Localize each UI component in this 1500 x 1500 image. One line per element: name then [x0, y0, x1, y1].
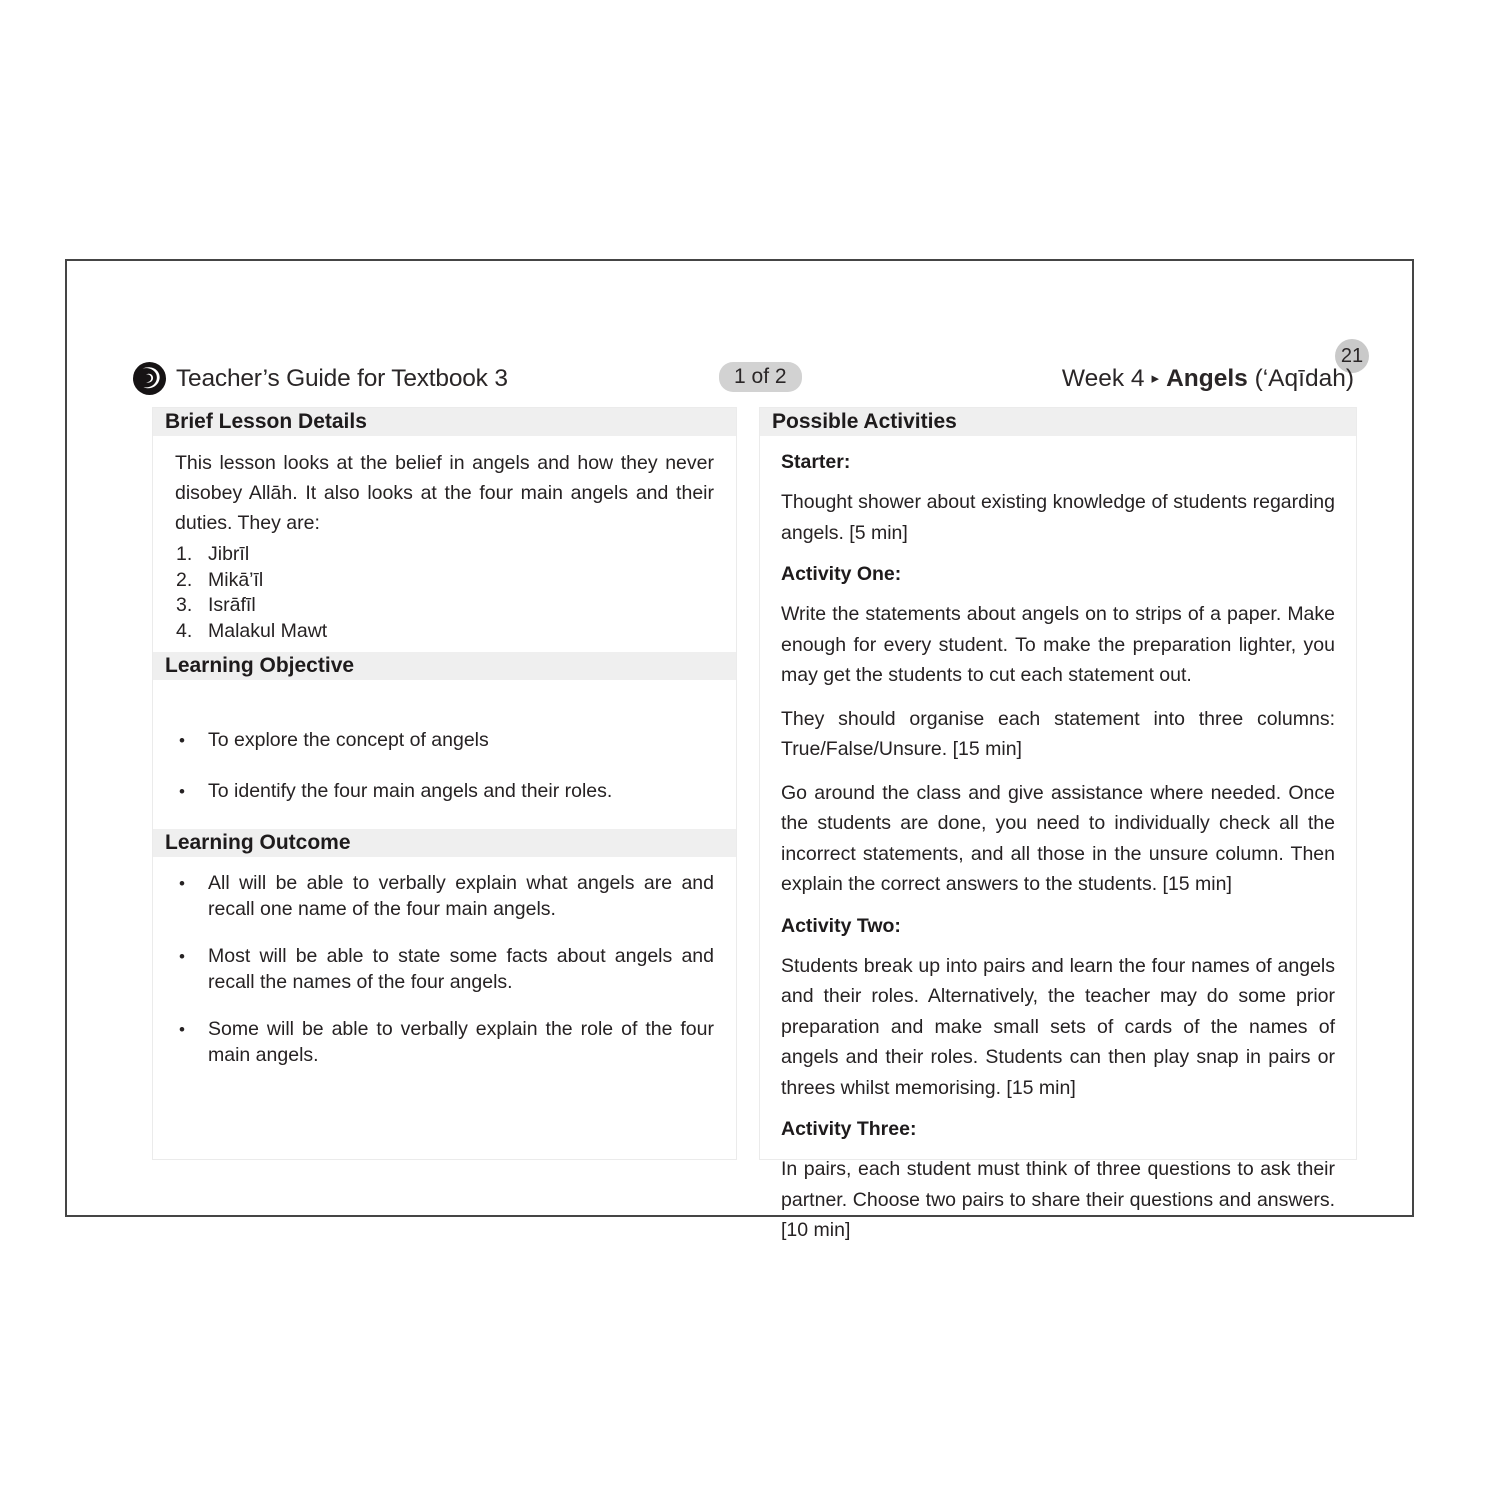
section-heading-learning-objective: Learning Objective — [153, 652, 736, 680]
activity-paragraph: They should organise each statement into three columns: True/False/Unsure. [15 min] — [781, 707, 1335, 760]
page-number-badge: 21 — [1335, 339, 1369, 373]
list-item: • All will be able to verbally explain what angels are and recall one name of the four main angels. — [175, 870, 714, 922]
list-item: Jibrīl — [208, 543, 250, 565]
activity-label-one: Activity One: — [781, 563, 902, 585]
activity-paragraph: In pairs, each student must think of three questions to ask their partner. Choose two pairs to share their questions and answers. [10 min] — [781, 1158, 1335, 1241]
week-label: Week 4 — [1061, 365, 1145, 392]
list-item: • To identify the four main angels and their roles. — [175, 778, 714, 804]
possible-activities-column — [759, 407, 1357, 1241]
list-item: Isrāfīl — [208, 594, 256, 616]
learning-outcome-list — [175, 870, 714, 1068]
learning-outcome-body — [153, 857, 736, 1068]
publisher-logo-icon — [133, 362, 166, 395]
list-item: Mikā’īl — [208, 568, 264, 591]
section-heading-learning-outcome: Learning Outcome — [153, 829, 736, 857]
angel-names-list — [175, 542, 714, 644]
week-topic-heading — [1062, 365, 1354, 393]
activity-label-two: Activity Two: — [781, 914, 901, 937]
activity-label-three: Activity Three: — [781, 1118, 917, 1140]
pagination-badge: 1 of 2 — [719, 362, 802, 392]
possible-activities-body — [760, 436, 1356, 1246]
topic-suffix: (‘Aqīdah) — [1254, 365, 1354, 392]
activity-paragraph: Thought shower about existing knowledge of students regarding angels. [5 min] — [781, 491, 1335, 544]
brief-lesson-details-body — [153, 436, 736, 652]
guide-title: Teacher’s Guide for Textbook 3 — [176, 364, 508, 392]
lesson-intro-paragraph: This lesson looks at the belief in angels and how they never disobey Allāh. It also looks at the four main angels and their duties. They are: — [175, 452, 714, 534]
section-heading-brief-lesson-details: Brief Lesson Details — [153, 408, 736, 436]
learning-objective-body — [153, 680, 736, 804]
activity-paragraph: Write the statements about angels on to strips of a paper. Make enough for every student. To make the preparation lighter, you may get the students to cut each statement out. — [781, 603, 1335, 686]
topic-label: Angels — [1166, 365, 1248, 392]
list-item: Malakul Mawt — [208, 619, 328, 642]
activity-paragraph: Go around the class and give assistance where needed. Once the students are done, you need to individually check all the incorrect statements, and all those in the unsure column. Then explain the correct answers to the students. [15 min] — [781, 781, 1335, 895]
header-left — [133, 362, 508, 395]
chevron-right-icon: ▸ — [1151, 370, 1160, 387]
lesson-details-column — [152, 407, 737, 1160]
list-item: • To explore the concept of angels — [175, 727, 714, 753]
activity-label-starter: Starter: — [781, 451, 851, 473]
list-item: • Most will be able to state some facts about angels and recall the names of the four angels. — [175, 943, 714, 995]
activity-paragraph: Students break up into pairs and learn the four names of angels and their roles. Alternatively, the teacher may do some prior preparation and make small sets of cards of the names of angels and their roles. Students can then play snap in pairs or threes whilst memorising. [15 min] — [781, 954, 1335, 1099]
list-item: • Some will be able to verbally explain the role of the four main angels. — [175, 1016, 714, 1068]
document-page — [65, 259, 1414, 1241]
section-heading-possible-activities: Possible Activities — [760, 408, 1356, 436]
learning-objective-list — [175, 727, 714, 804]
